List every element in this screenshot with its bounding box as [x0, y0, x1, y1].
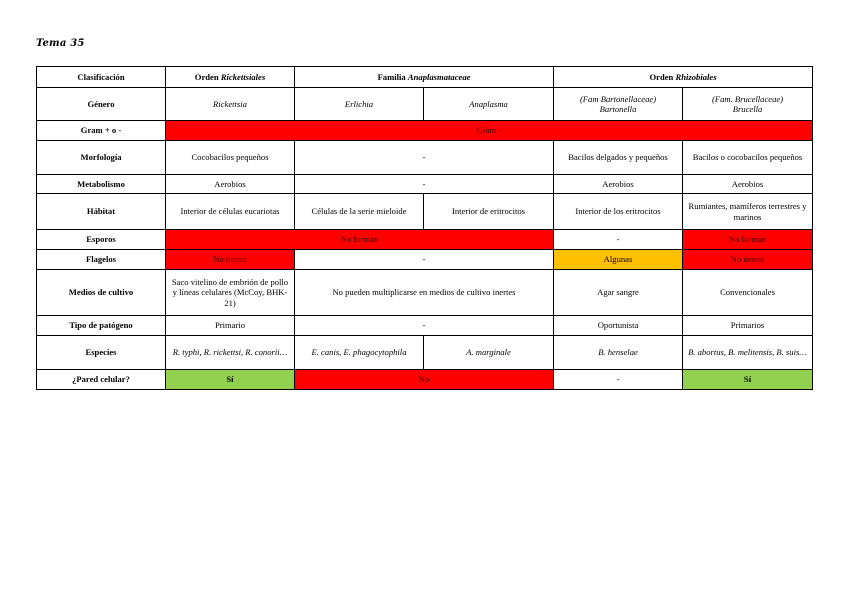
row-metabolismo	[37, 175, 813, 194]
row-label-clasificacion: Clasificación	[37, 67, 166, 88]
genus-name: Brucella	[732, 104, 763, 114]
familia-prefix: Familia	[377, 71, 408, 82]
cell-metabolismo-anaplasmataceae: -	[295, 175, 554, 194]
cell-habitat-bartonella: Interior de los eritrocitos	[554, 194, 683, 230]
cell-especies-bartonella: B. henselae	[554, 336, 683, 370]
cell-pared-anaplasmataceae: No	[295, 370, 554, 390]
cell-morfologia-anaplasmataceae: -	[295, 141, 554, 175]
cell-especies-rickettsia: R. typhi, R. rickettsi, R. conorii…	[166, 336, 295, 370]
cell-pared-bartonella: -	[554, 370, 683, 390]
cell-especies-anaplasma: A. marginale	[424, 336, 554, 370]
cell-genero-brucella	[683, 88, 813, 121]
row-label-morfologia: Morfología	[37, 141, 166, 175]
genus-name: Bartonella	[599, 104, 637, 114]
cell-patogeno-brucella: Primarios	[683, 316, 813, 336]
cell-genero-erlichia: Erlichia	[295, 88, 424, 121]
cell-pared-rickettsia: Sí	[166, 370, 295, 390]
cell-habitat-anaplasma: Interior de eritrocitos	[424, 194, 554, 230]
cell-flagelos-brucella: No tienen	[683, 250, 813, 270]
orden-prefix: Orden	[194, 71, 221, 82]
page-title: Tema 35	[36, 38, 85, 49]
familia-name: Anaplasmataceae	[407, 71, 471, 82]
cell-genero-rickettsia: Rickettsia	[166, 88, 295, 121]
row-label-genero: Género	[37, 88, 166, 121]
row-label-metabolismo: Metabolismo	[37, 175, 166, 194]
cell-medios-brucella: Convencionales	[683, 270, 813, 316]
cell-esporos-brucella: No forman	[683, 230, 813, 250]
cell-gram-value: Gram -	[166, 121, 813, 141]
classification-table	[36, 66, 813, 390]
cell-flagelos-rickettsia: No tienen	[166, 250, 295, 270]
cell-flagelos-bartonella: Algunas	[554, 250, 683, 270]
row-pared	[37, 370, 813, 390]
row-gram	[37, 121, 813, 141]
cell-metabolismo-brucella: Aerobios	[683, 175, 813, 194]
cell-patogeno-anaplasmataceae: -	[295, 316, 554, 336]
orden-prefix: Orden	[649, 71, 676, 82]
row-label-gram: Gram + o -	[37, 121, 166, 141]
cell-patogeno-rickettsia: Primario	[166, 316, 295, 336]
cell-genero-anaplasma: Anaplasma	[424, 88, 554, 121]
cell-genero-bartonella	[554, 88, 683, 121]
header-orden-rhizobiales	[554, 67, 813, 88]
row-morfologia	[37, 141, 813, 175]
row-label-medios: Medios de cultivo	[37, 270, 166, 316]
family-note: (Fam. Brucellaceae)	[711, 93, 784, 104]
cell-medios-bartonella: Agar sangre	[554, 270, 683, 316]
family-note: (Fam Bartonellaceae)	[579, 93, 657, 104]
row-esporos	[37, 230, 813, 250]
row-medios	[37, 270, 813, 316]
row-especies	[37, 336, 813, 370]
cell-especies-erlichia: E. canis, E. phagocytophila	[295, 336, 424, 370]
cell-morfologia-bartonella: Bacilos delgados y pequeños	[554, 141, 683, 175]
cell-metabolismo-rickettsia: Aerobios	[166, 175, 295, 194]
header-orden-rickettsiales	[166, 67, 295, 88]
row-label-flagelos: Flagelos	[37, 250, 166, 270]
row-genero	[37, 88, 813, 121]
cell-esporos-bartonella: -	[554, 230, 683, 250]
row-habitat	[37, 194, 813, 230]
row-label-especies: Especies	[37, 336, 166, 370]
cell-habitat-erlichia: Células de la serie mieloide	[295, 194, 424, 230]
cell-habitat-rickettsia: Interior de células eucariotas	[166, 194, 295, 230]
orden-name: Rhizobiales	[675, 71, 717, 82]
cell-esporos-rick-anap: No forman	[166, 230, 554, 250]
cell-medios-rickettsia: Saco vitelino de embrión de pollo y líneas celulares (McCoy, BHK-21)	[166, 270, 295, 316]
cell-medios-anaplasmataceae: No pueden multiplicarse en medios de cultivo inertes	[295, 270, 554, 316]
header-familia-anaplasmataceae	[295, 67, 554, 88]
cell-habitat-brucella: Rumiantes, mamíferos terrestres y marinos	[683, 194, 813, 230]
row-label-habitat: Hábitat	[37, 194, 166, 230]
cell-patogeno-bartonella: Oportunista	[554, 316, 683, 336]
cell-pared-brucella: Sí	[683, 370, 813, 390]
row-clasificacion	[37, 67, 813, 88]
orden-name: Rickettsiales	[220, 71, 266, 82]
cell-flagelos-anaplasmataceae: -	[295, 250, 554, 270]
cell-metabolismo-bartonella: Aerobios	[554, 175, 683, 194]
row-label-patogeno: Tipo de patógeno	[37, 316, 166, 336]
cell-morfologia-rickettsia: Cocobacilos pequeños	[166, 141, 295, 175]
row-flagelos	[37, 250, 813, 270]
row-patogeno	[37, 316, 813, 336]
row-label-esporos: Esporos	[37, 230, 166, 250]
row-label-pared: ¿Pared celular?	[37, 370, 166, 390]
cell-morfologia-brucella: Bacilos o cocobacilos pequeños	[683, 141, 813, 175]
cell-especies-brucella: B. abortus, B. melitensis, B. suis…	[683, 336, 813, 370]
